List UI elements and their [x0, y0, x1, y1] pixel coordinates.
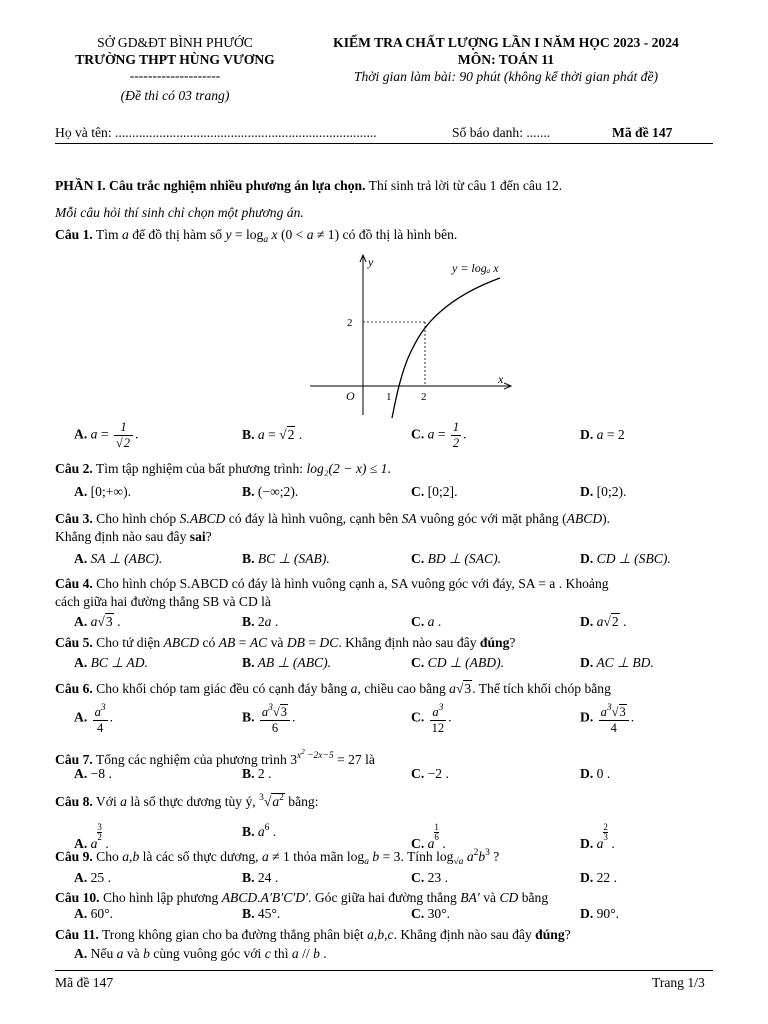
- question-4-options: [74, 614, 714, 636]
- q7-option-d[interactable]: D. 0 .: [580, 766, 611, 781]
- footer-page-number: Trang 1/3: [652, 975, 705, 990]
- q1-option-b[interactable]: B. a = √2 .: [242, 427, 303, 442]
- name-field-label: Họ và tên: .............................................................................: [55, 125, 377, 140]
- time-limit: Thời gian làm bài: 90 phút (không kể thời gian phát đề): [353, 69, 659, 84]
- question-5-options: [74, 655, 714, 677]
- q10-option-b[interactable]: B. 45°.: [242, 906, 281, 921]
- q8-option-a[interactable]: A. a $\frac{3}{2}$ .: [74, 822, 109, 851]
- graph-y-label: y: [368, 255, 374, 269]
- question-6-options: [74, 701, 714, 741]
- question-6: Câu 6. Cho khối chóp tam giác đều có cạnh đáy bằng a, chiều cao bằng a√3. Thể tích khối chóp bằng: [55, 681, 611, 696]
- subject-title: MÔN: TOÁN 11: [457, 52, 555, 67]
- q4-option-c[interactable]: C. a .: [411, 614, 442, 629]
- separator-dashes: --------------------: [129, 68, 221, 83]
- q5-option-b[interactable]: B. AB ⊥ (ABC).: [242, 655, 332, 670]
- q9-option-d[interactable]: D. 22 .: [580, 870, 618, 885]
- footer-exam-code: Mã đề 147: [55, 975, 114, 990]
- question-3: Câu 3. Cho hình chóp S.ABCD có đáy là hình vuông, cạnh bên SA vuông góc với mặt phẳng (ABCD).: [55, 511, 611, 526]
- graph-tick-y2: 2: [347, 317, 353, 329]
- question-2-label: Câu 2.: [55, 461, 93, 476]
- question-1-text-a: Tìm: [92, 227, 122, 242]
- q4-option-b[interactable]: B. 2a .: [242, 614, 279, 629]
- q11-option-a[interactable]: A. Nếu a và b cùng vuông góc với c thì a // b .: [74, 946, 327, 961]
- exam-code-label: Mã đề 147: [612, 125, 673, 140]
- student-id-label: Số báo danh: .......: [452, 125, 551, 140]
- question-10: Câu 10. Cho hình lập phương ABCD.A′B′C′D′. Góc giữa hai đường thẳng BA′ và CD bằng: [55, 890, 549, 905]
- question-4-label: Câu 4.: [55, 576, 93, 591]
- graph-tick-x2: 2: [421, 391, 427, 403]
- question-8-label: Câu 8.: [55, 794, 93, 809]
- q5-option-d[interactable]: D. AC ⊥ BD.: [580, 655, 654, 670]
- question-10-options: [74, 906, 714, 928]
- question-5-label: Câu 5.: [55, 635, 93, 650]
- q10-option-c[interactable]: C. 30°.: [411, 906, 451, 921]
- q6-option-c[interactable]: C. $\frac{a^3}{12}$ .: [411, 703, 452, 735]
- question-8: Câu 8. Với a là số thực dương tùy ý, $^3√a^2$ bằng:: [55, 793, 319, 809]
- q4-option-a[interactable]: A. a√3 .: [74, 614, 121, 629]
- q5-option-a[interactable]: A. BC ⊥ AD.: [74, 655, 148, 670]
- q3-option-d[interactable]: D. CD ⊥ (SBC).: [580, 551, 671, 566]
- q1-option-c[interactable]: C. a = $\frac{1}{2}$ .: [411, 420, 467, 450]
- question-1-label: Câu 1.: [55, 227, 93, 242]
- q7-option-a[interactable]: A. −8 .: [74, 766, 112, 781]
- question-7: Câu 7. Tổng các nghiệm của phương trình $3^{x^2 -2x-5} = 27$ là: [55, 748, 375, 767]
- q7-option-c[interactable]: C. −2 .: [411, 766, 449, 781]
- q3-option-a[interactable]: A. SA ⊥ (ABC).: [74, 551, 163, 566]
- graph-x-label: x: [498, 372, 504, 386]
- graph-origin-label: O: [346, 389, 355, 403]
- q3-option-c[interactable]: C. BD ⊥ (SAC).: [411, 551, 502, 566]
- question-9-label: Câu 9.: [55, 849, 93, 864]
- logarithm-graph: [300, 250, 520, 420]
- part1-note: Mỗi câu hỏi thí sinh chỉ chọn một phương án.: [55, 205, 304, 220]
- q1-option-a[interactable]: A. a = $\frac{1}{√2}$ .: [74, 420, 139, 450]
- question-11-options: [74, 946, 714, 968]
- question-8-options: [74, 817, 714, 851]
- school-name: TRƯỜNG THPT HÙNG VƯƠNG: [75, 52, 275, 67]
- question-10-label: Câu 10.: [55, 890, 100, 905]
- question-4-line2: cách giữa hai đường thẳng SB và CD là: [55, 594, 271, 609]
- q5-option-c[interactable]: C. CD ⊥ (ABD).: [411, 655, 505, 670]
- question-2: Câu 2. Tìm tập nghiệm của bất phương trình: log₂(2 − x) ≤ 1.: [55, 461, 391, 476]
- q2-option-d[interactable]: D. [0;2).: [580, 484, 627, 499]
- question-3-options: [74, 551, 714, 573]
- q10-option-a[interactable]: A. 60°.: [74, 906, 114, 921]
- department-name: SỞ GD&ĐT BÌNH PHƯỚC: [97, 35, 253, 50]
- header-divider: [55, 143, 713, 144]
- q9-option-a[interactable]: A. 25 .: [74, 870, 112, 885]
- question-3-label: Câu 3.: [55, 511, 93, 526]
- question-1-text-c: có đồ thị là hình bên.: [339, 227, 458, 242]
- q2-option-a[interactable]: A. [0;+∞).: [74, 484, 132, 499]
- question-2-text: Tìm tập nghiệm của bất phương trình:: [92, 461, 307, 476]
- q9-option-c[interactable]: C. 23 .: [411, 870, 449, 885]
- part1-heading: [55, 178, 562, 194]
- q10-option-d[interactable]: D. 90°.: [580, 906, 620, 921]
- q4-option-d[interactable]: D. a√2 .: [580, 614, 627, 629]
- graph-tick-x1: 1: [386, 391, 392, 403]
- question-7-options: [74, 766, 714, 788]
- q2-option-c[interactable]: C. [0;2].: [411, 484, 458, 499]
- question-11-label: Câu 11.: [55, 927, 99, 942]
- question-1: Câu 1. Tìm a để đồ thị hàm số $y = \log_a x$ (0 < a ≠ 1) có đồ thị là hình bên.: [55, 227, 458, 245]
- q3-option-b[interactable]: B. BC ⊥ (SAB).: [242, 551, 330, 566]
- graph-function-label: y = logₐ x: [452, 261, 499, 275]
- log-curve: [392, 278, 500, 418]
- q2-option-b[interactable]: B. (−∞;2).: [242, 484, 299, 499]
- q1-option-d[interactable]: D. a = 2: [580, 427, 625, 442]
- exam-title: KIỂM TRA CHẤT LƯỢNG LẦN I NĂM HỌC 2023 - 2024: [333, 35, 679, 50]
- question-11: Câu 11. Trong không gian cho ba đường thẳng phân biệt a,b,c. Khẳng định nào sau đây đúng?: [55, 927, 571, 942]
- part1-instruction: Thí sinh trả lời từ câu 1 đến câu 12.: [365, 178, 563, 193]
- part1-title: PHẦN I. Câu trắc nghiệm nhiều phương án lựa chọn.: [55, 178, 366, 193]
- q8-option-c[interactable]: C. a $\frac{1}{6}$ .: [411, 822, 446, 851]
- question-3-line2: Khẳng định nào sau đây sai?: [55, 529, 212, 544]
- question-7-label: Câu 7.: [55, 752, 93, 767]
- q7-option-b[interactable]: B. 2 .: [242, 766, 272, 781]
- question-2-expr: log₂(2 − x) ≤ 1: [306, 461, 388, 476]
- q6-option-d[interactable]: D. $\frac{a^3√3}{4}$ .: [580, 703, 635, 735]
- question-1-options: [74, 420, 714, 456]
- q6-option-b[interactable]: B. $\frac{a^3√3}{6}$ .: [242, 703, 296, 735]
- question-2-options: [74, 484, 714, 506]
- footer-divider: [55, 970, 713, 971]
- question-9-options: [74, 870, 714, 892]
- question-1-text-b: để đồ thị hàm số: [128, 227, 226, 242]
- question-4: Câu 4. Cho hình chóp S.ABCD có đáy là hình vuông cạnh a, SA vuông góc với đáy, SA = a . Khoảng: [55, 576, 609, 591]
- question-5: Câu 5. Cho tứ diện ABCD có AB = AC và DB = DC. Khẳng định nào sau đây đúng?: [55, 635, 516, 650]
- q9-option-b[interactable]: B. 24 .: [242, 870, 279, 885]
- page-count-note: (Đề thi có 03 trang): [120, 88, 230, 103]
- q8-option-d[interactable]: D. a $\frac{2}{3}$ .: [580, 822, 615, 851]
- q8-option-b[interactable]: B. $a^6$ .: [242, 823, 277, 839]
- question-9: Câu 9. Cho a,b là các số thực dương, a ≠ 1 thỏa mãn $\log_a b = 3$. Tính $\log_{√a} a^2b^3$ ?: [55, 848, 500, 867]
- q6-option-a[interactable]: A. $\frac{a^3}{4}$ .: [74, 703, 114, 735]
- question-6-label: Câu 6.: [55, 681, 93, 696]
